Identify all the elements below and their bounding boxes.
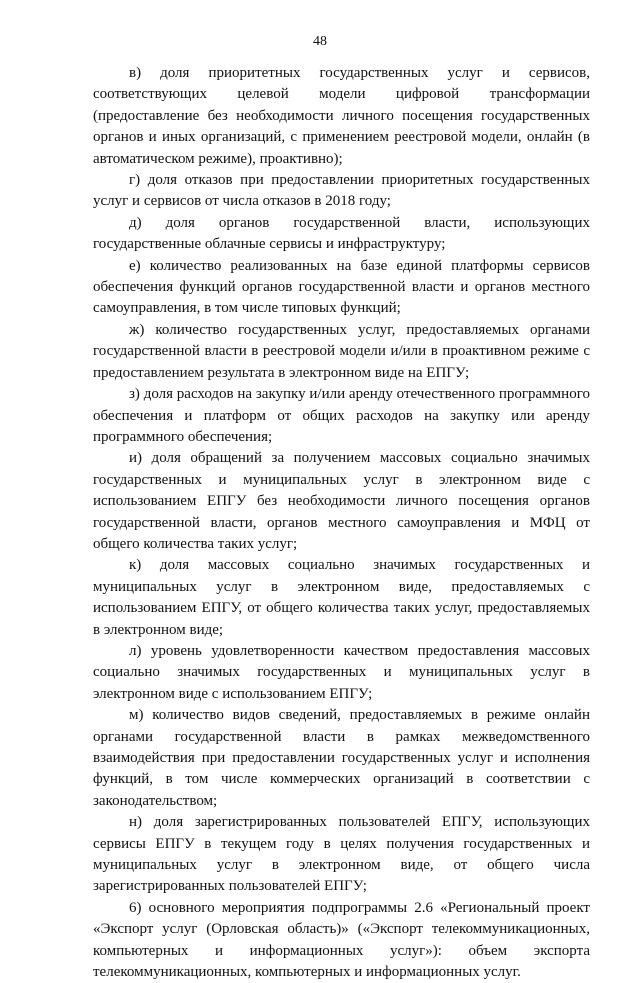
- paragraph-6: 6) основного мероприятия подпрограммы 2.6 «Региональный проект «Экспорт услуг (Орловская область)» («Экспорт телекоммуникационных, компьютерных и информационных услуг»): объем экспорта телекоммуникационных, компьютерных и информационных услуг.: [93, 899, 590, 981]
- paragraph-m: м) количество видов сведений, предоставляемых в режиме онлайн органами государственной власти в рамках межведомственного взаимодействия при предоставлении государственных услуг и исполнения функций, в том числе коммерческих организаций в соответствии с законодательством;: [93, 707, 590, 809]
- paragraph-z: з) доля расходов на закупку и/или аренду отечественного программного обеспечения и платформ от общих расходов на закупку или аренду программного обеспечения;: [93, 386, 590, 445]
- paragraph-v: в) доля приоритетных государственных услуг и сервисов, соответствующих целевой модели цифровой трансформации (предоставление без необходимости личного посещения государственных органов и иных организаций, с применением реестровой модели, онлайн (в автоматическом режиме), проактивно);: [93, 65, 590, 167]
- paragraph-i: и) доля обращений за получением массовых социально значимых государственных и муниципальных услуг в электронном виде с использованием ЕПГУ без необходимости личного посещения органов государственной власти, органов местного самоуправления и МФЦ от общего количества таких услуг;: [93, 450, 590, 552]
- paragraph-n: н) доля зарегистрированных пользователей ЕПГУ, использующих сервисы ЕПГУ в текущем году в целях получения государственных и муниципальных услуг в электронном виде, от общего числа зарегистрированных пользователей ЕПГУ;: [93, 814, 590, 895]
- paragraph-d: д) доля органов государственной власти, использующих государственные облачные сервисы и инфраструктуру;: [93, 214, 590, 253]
- document-body: [93, 63, 590, 983]
- page-number: 48: [313, 34, 327, 49]
- paragraph-k: к) доля массовых социально значимых государственных и муниципальных услуг в электронном виде, предоставляемых с использованием ЕПГУ, от общего количества таких услуг, предоставляемых в электронном виде;: [93, 557, 590, 638]
- paragraph-zh: ж) количество государственных услуг, предоставляемых органами государственной власти в реестровой модели и/или в проактивном режиме с предоставлением результата в электронном виде на ЕПГУ;: [93, 321, 590, 381]
- paragraph-g: г) доля отказов при предоставлении приоритетных государственных услуг и сервисов от числа отказов в 2018 году;: [93, 172, 590, 210]
- paragraph-e: е) количество реализованных на базе единой платформы сервисов обеспечения функций органов государственной власти и органов местного самоуправления, в том числе типовых функций;: [93, 257, 590, 317]
- paragraph-l: л) уровень удовлетворенности качеством предоставления массовых социально значимых государственных и муниципальных услуг в электронном виде с использованием ЕПГУ;: [93, 642, 590, 702]
